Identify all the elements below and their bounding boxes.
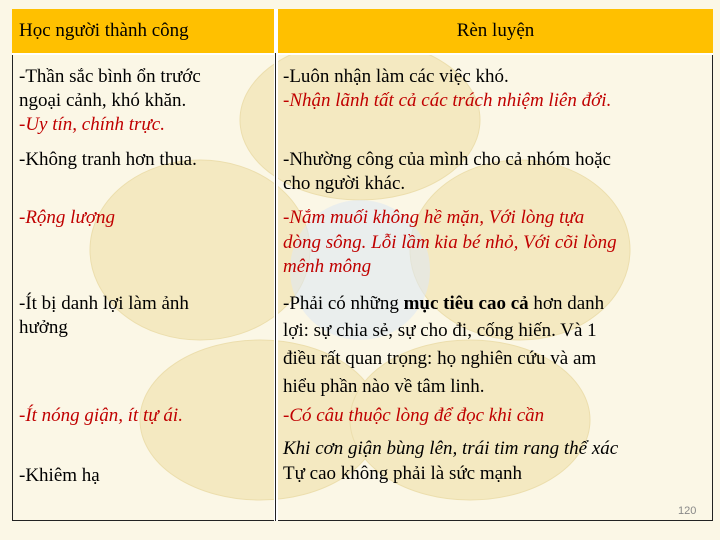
right-line-6: dòng sông. Lỗi lầm kia bé nhỏ, Với cõi lòng <box>283 232 617 253</box>
left-item-integrity: -Uy tín, chính trực. <box>19 114 165 135</box>
comparison-table <box>12 9 713 521</box>
header-separator <box>12 53 713 55</box>
left-item-humility: -Khiêm hạ <box>19 465 100 486</box>
right-line-7: mênh mông <box>283 256 372 277</box>
left-item-composure-line1: -Thần sắc bình ổn trước <box>19 66 201 87</box>
left-item-fame-line2: hưởng <box>19 317 68 338</box>
right-line-2: -Nhận lãnh tất cả các trách nhiệm liên đới. <box>283 90 612 111</box>
left-item-generosity: -Rộng lượng <box>19 207 115 228</box>
right-line-9: lợi: sự chia sẻ, sự cho đi, cống hiến. Và 1 <box>283 320 597 341</box>
right-line-14: Tự cao không phải là sức mạnh <box>283 463 523 484</box>
left-item-composure-line2: ngoại cảnh, khó khăn. <box>19 90 187 111</box>
right-line-8 <box>283 292 604 316</box>
header-left: Học người thành công <box>19 20 189 41</box>
right-line-12: -Có câu thuộc lòng để đọc khi cần <box>283 405 545 426</box>
right-line-3: -Nhường công của mình cho cả nhóm hoặc <box>283 149 611 170</box>
right-line-10: điều rất quan trọng: họ nghiên cứu và am <box>283 348 597 369</box>
page-number: 120 <box>678 505 697 517</box>
right-line-13: Khi cơn giận bùng lên, trái tim rang thể xác <box>283 438 619 459</box>
right-line-11: hiểu phần nào về tâm linh. <box>283 376 485 397</box>
right-line-8-suffix: hơn danh <box>528 293 605 314</box>
right-line-8-bold: mục tiêu cao cả <box>403 293 529 314</box>
right-line-4: cho người khác. <box>283 173 406 194</box>
left-item-no-competing: -Không tranh hơn thua. <box>19 149 197 170</box>
left-item-anger: -Ít nóng giận, ít tự ái. <box>19 405 183 426</box>
right-line-8-prefix: -Phải có những <box>283 293 404 314</box>
header-right: Rèn luyện <box>456 20 535 41</box>
right-line-5: -Nắm muối không hề mặn, Với lòng tựa <box>283 207 585 228</box>
column-divider-line <box>275 53 276 521</box>
right-line-1: -Luôn nhận làm các việc khó. <box>283 66 509 87</box>
left-item-fame-line1: -Ít bị danh lợi làm ảnh <box>19 293 189 314</box>
